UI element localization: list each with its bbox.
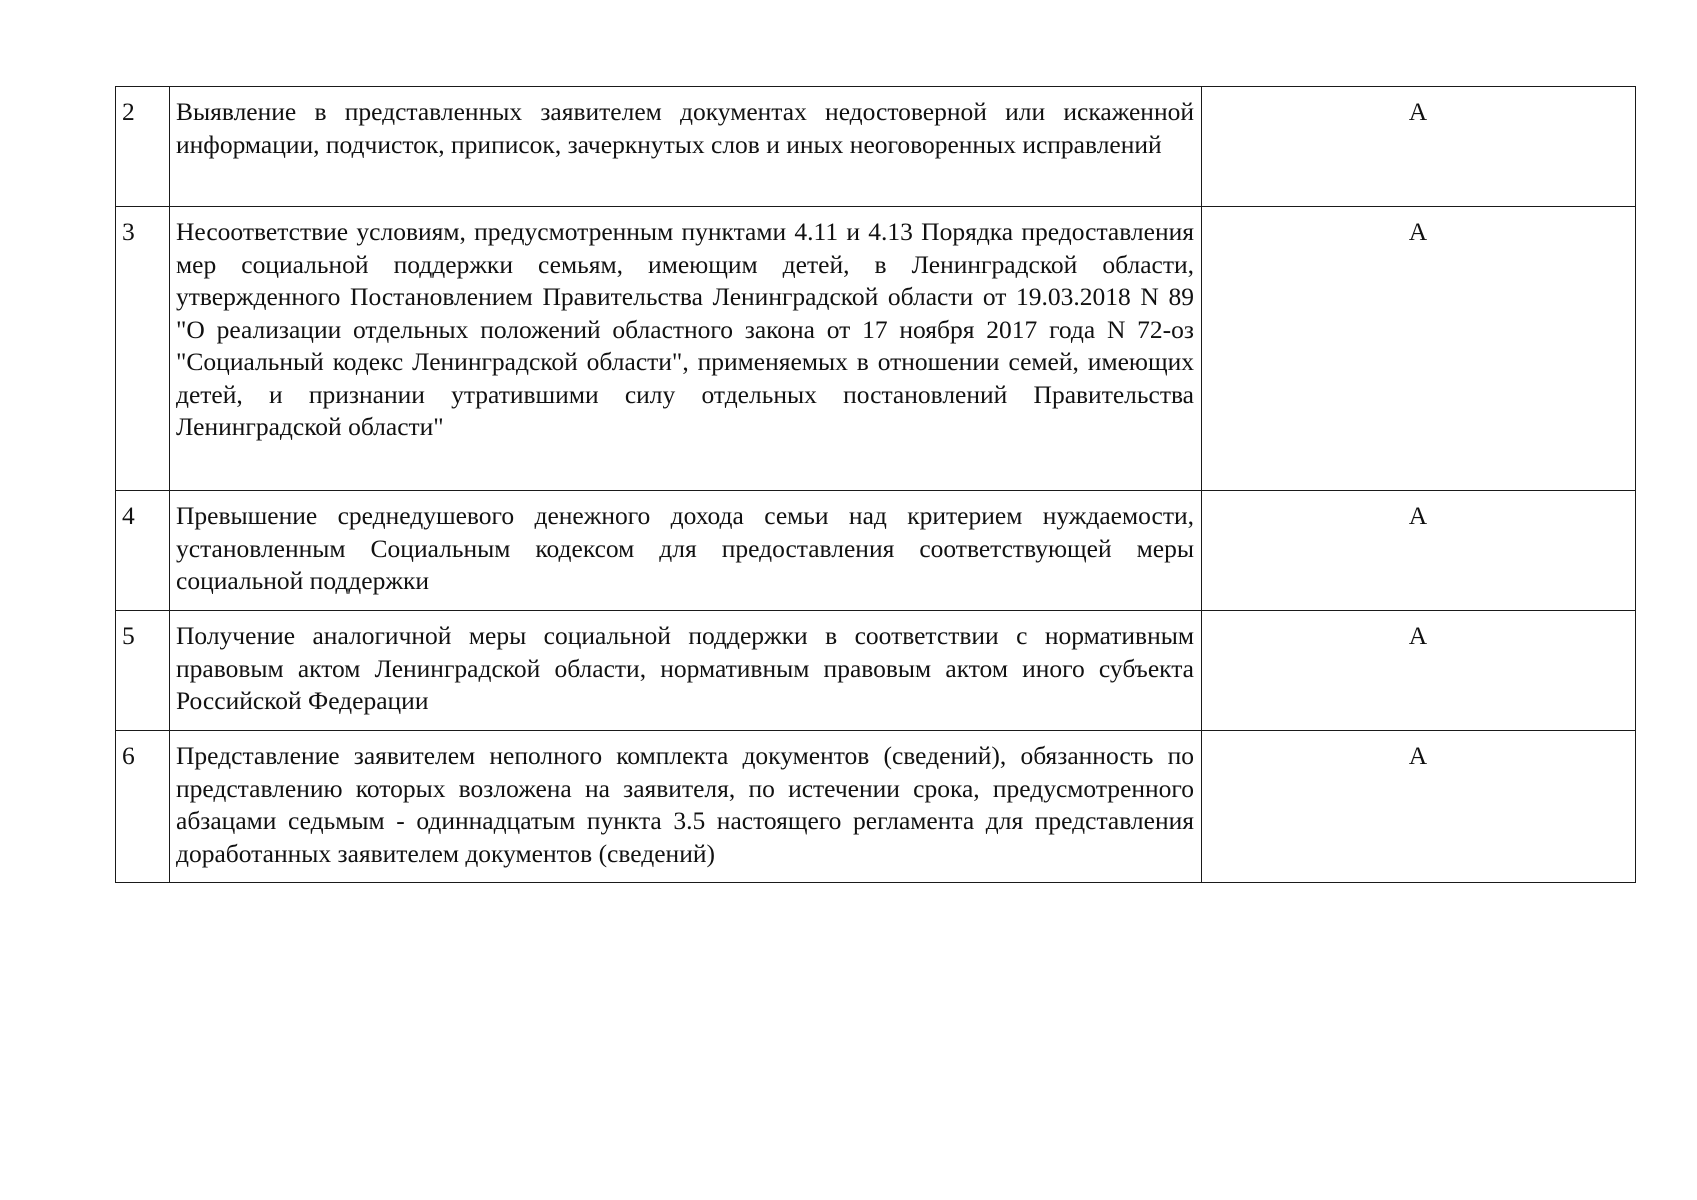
row-number: 4 [116,491,170,611]
table-row [116,491,1636,611]
table-row [116,731,1636,883]
row-description: Представление заявителем неполного комплекта документов (сведений), обязанность по представлению которых возложена на заявителя, по истечении срока, предусмотренного абзацами седьмым - одиннадцатым пункта 3.5 настоящего регламента для представления доработанных заявителем документов (сведений) [170,731,1202,883]
row-number: 3 [116,207,170,491]
table-row [116,611,1636,731]
row-description: Выявление в представленных заявителем документах недостоверной или искаженной информации, подчисток, приписок, зачеркнутых слов и иных неоговоренных исправлений [170,87,1202,207]
row-description: Превышение среднедушевого денежного дохода семьи над критерием нуждаемости, установленным Социальным кодексом для предоставления соответствующей меры социальной поддержки [170,491,1202,611]
row-code: А [1202,491,1636,611]
row-description: Несоответствие условиям, предусмотренным пунктами 4.11 и 4.13 Порядка предоставления мер социальной поддержки семьям, имеющим детей, в Ленинградской области, утвержденного Постановлением Правительства Ленинградской области от 19.03.2018 N 89 "О реализации отдельных положений областного закона от 17 ноября 2017 года N 72-оз "Социальный кодекс Ленинградской области", применяемых в отношении семей, имеющих детей, и признании утратившими силу отдельных постановлений Правительства Ленинградской области" [170,207,1202,491]
row-number: 6 [116,731,170,883]
grounds-table [115,86,1636,883]
row-code: А [1202,207,1636,491]
row-number: 2 [116,87,170,207]
row-code: А [1202,731,1636,883]
row-code: А [1202,611,1636,731]
row-code: А [1202,87,1636,207]
table-row [116,207,1636,491]
table-row [116,87,1636,207]
row-number: 5 [116,611,170,731]
row-description: Получение аналогичной меры социальной поддержки в соответствии с нормативным правовым актом Ленинградской области, нормативным правовым актом иного субъекта Российской Федерации [170,611,1202,731]
